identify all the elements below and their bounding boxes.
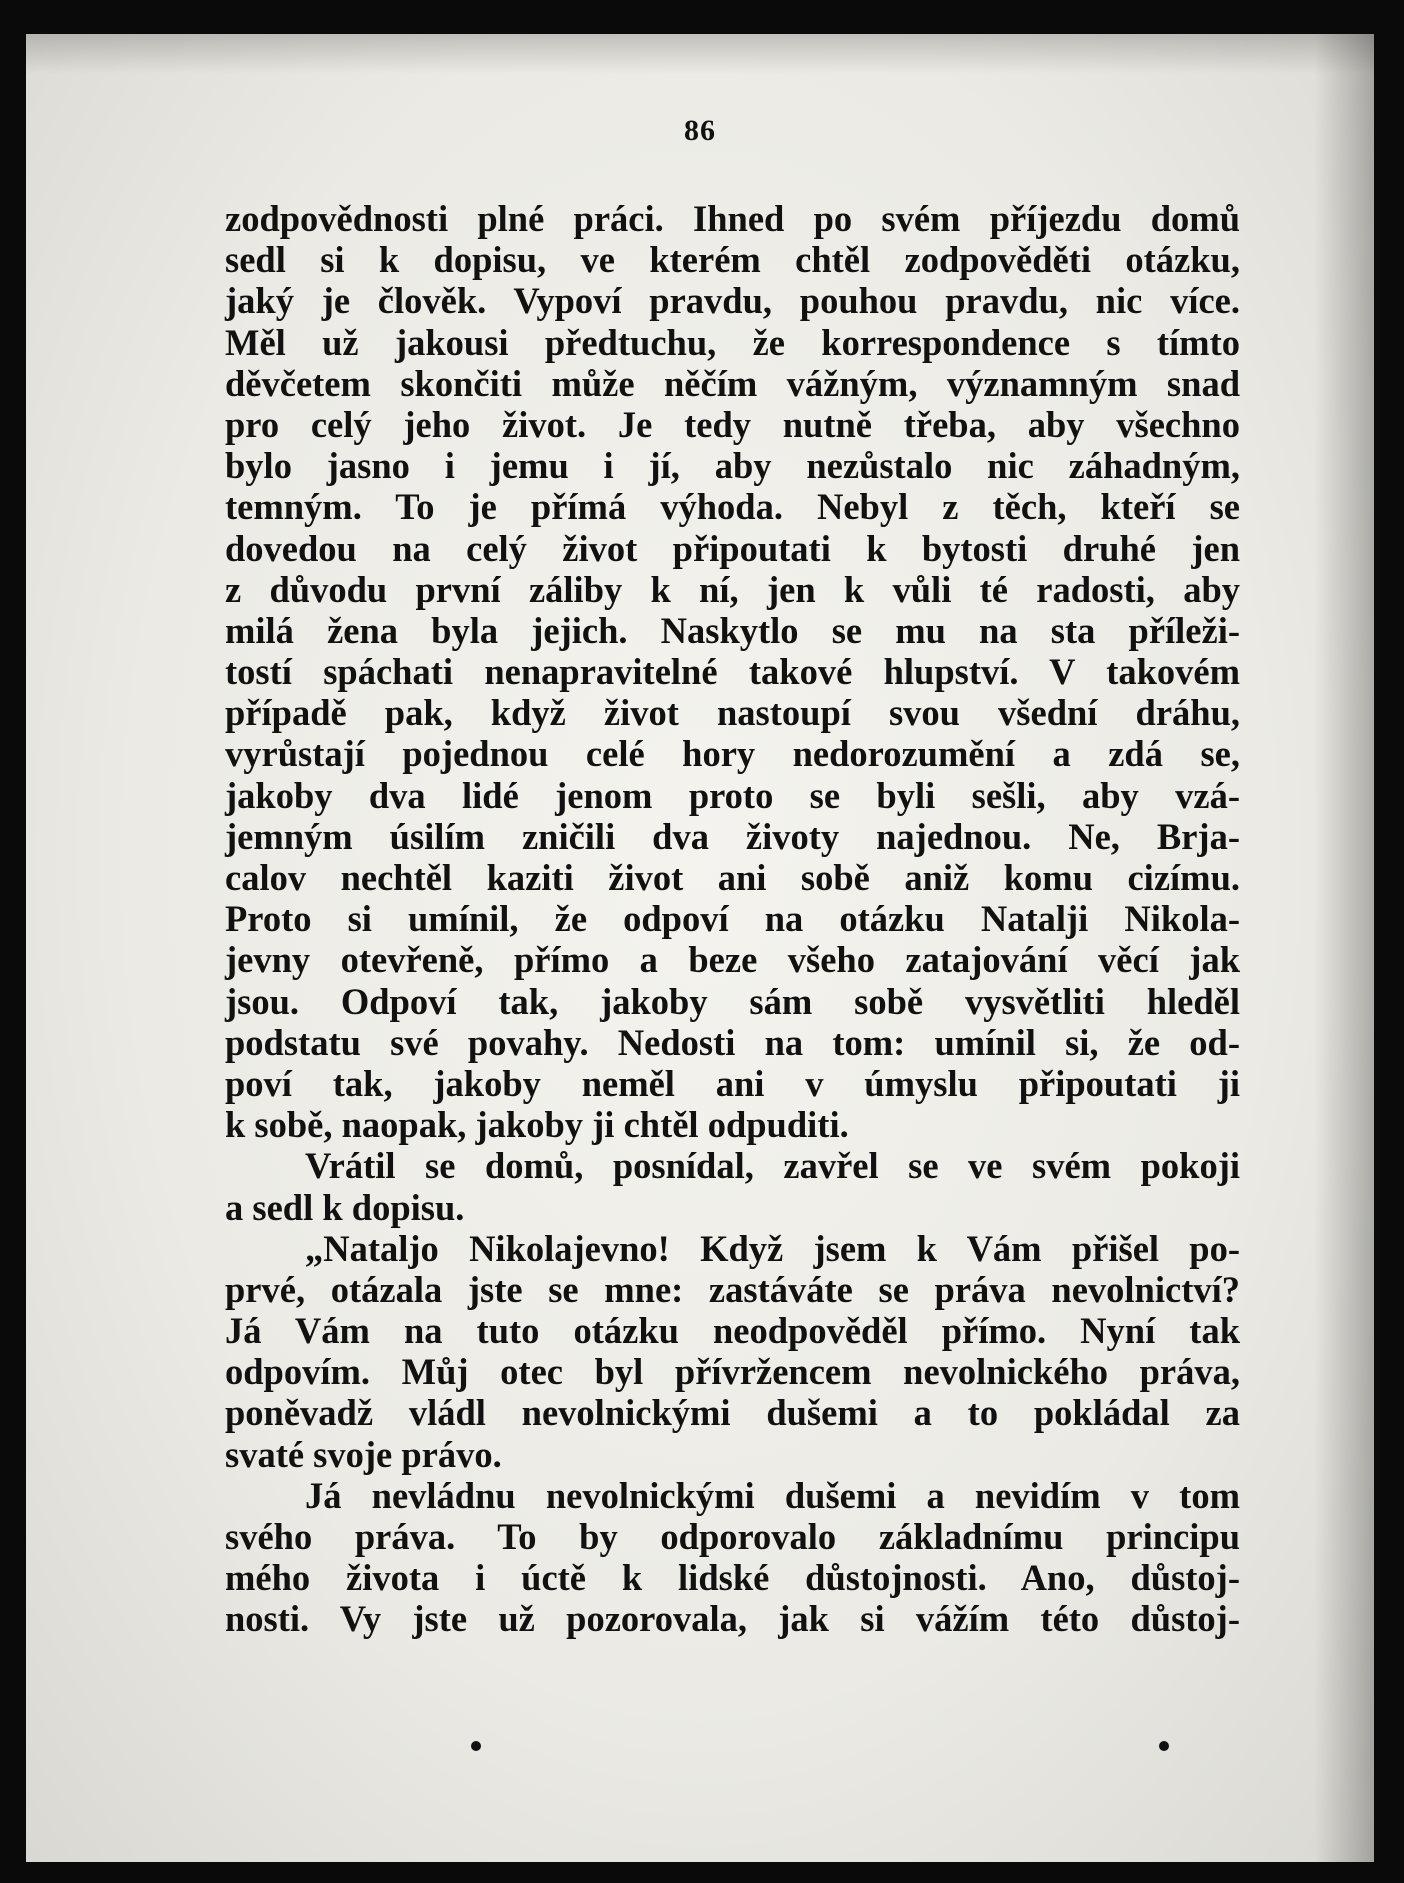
- body-text: [225, 198, 1240, 1640]
- speck-right: [1159, 1741, 1169, 1751]
- page-right-shadow: [1314, 34, 1374, 1862]
- text-line: calov nechtěl kaziti život ani sobě aniž komu cizímu.: [225, 857, 1240, 898]
- text-line: jsou. Odpoví tak, jakoby sám sobě vysvětliti hleděl: [225, 980, 1240, 1022]
- text-line: podstatu své povahy. Nedosti na tom: umínil si, že od-: [225, 1021, 1240, 1063]
- text-line: svaté svoje právo.: [225, 1433, 502, 1475]
- text-line: bylo jasno i jemu i jí, aby nezůstalo nic záhadným,: [225, 445, 1240, 487]
- text-line: jaký je člověk. Vypoví pravdu, pouhou pravdu, nic více.: [225, 280, 1240, 322]
- text-line: děvčetem skončiti může něčím vážným, významným snad: [225, 362, 1240, 404]
- text-line: prvé, otázala jste se mne: zastáváte se práva nevolnictví?: [225, 1268, 1240, 1310]
- text-line: dovedou na celý život připoutati k bytosti druhé jen: [225, 527, 1240, 569]
- text-line: Vrátil se domů, posnídal, zavřel se ve svém pokoji: [305, 1145, 1240, 1187]
- text-line: milá žena byla jejich. Naskytlo se mu na sta příleži-: [225, 609, 1240, 651]
- text-line: tostí spáchati nenapravitelné takové hlupství. V takovém: [225, 651, 1240, 693]
- text-line: poněvadž vládl nevolnickými dušemi a to pokládal za: [225, 1392, 1240, 1434]
- text-line: a sedl k dopisu.: [225, 1186, 465, 1228]
- page-number: 86: [684, 114, 716, 147]
- text-line: k sobě, naopak, jakoby ji chtěl odpuditi.: [225, 1104, 849, 1146]
- text-line: Měl už jakousi předtuchu, že korrespondence s tímto: [225, 321, 1240, 363]
- text-line: poví tak, jakoby neměl ani v úmyslu připoutati ji: [225, 1062, 1240, 1104]
- text-line: jevny otevřeně, přímo a beze všeho zatajování věcí jak: [225, 939, 1240, 981]
- text-line: odpovím. Můj otec byl přívržencem nevolnického práva,: [225, 1351, 1240, 1393]
- text-line: Já nevládnu nevolnickými dušemi a nevidím v tom: [305, 1474, 1240, 1516]
- text-line: „Nataljo Nikolajevno! Když jsem k Vám přišel po-: [305, 1227, 1240, 1269]
- page-top-shadow: [26, 34, 1374, 74]
- book-page: [26, 34, 1374, 1862]
- text-line: z důvodu první záliby k ní, jen k vůli té radosti, aby: [225, 568, 1240, 610]
- text-line: případě pak, když život nastoupí svou všední dráhu,: [225, 692, 1240, 734]
- text-line: jakoby dva lidé jenom proto se byli sešli, aby vzá-: [225, 774, 1240, 816]
- text-line: Já Vám na tuto otázku neodpověděl přímo. Nyní tak: [225, 1310, 1240, 1352]
- text-line: zodpovědnosti plné práci. Ihned po svém příjezdu domů: [225, 198, 1240, 239]
- text-line: pro celý jeho život. Je tedy nutně třeba, aby všechno: [225, 403, 1240, 445]
- text-line: jemným úsilím zničili dva životy najednou. Ne, Brja-: [225, 815, 1240, 857]
- text-line: nosti. Vy jste už pozorovala, jak si vážím této důstoj-: [225, 1598, 1240, 1640]
- speck-left: [471, 1741, 481, 1751]
- text-line: Proto si umínil, že odpoví na otázku Natalji Nikola-: [225, 898, 1240, 940]
- text-line: temným. To je přímá výhoda. Nebyl z těch, kteří se: [225, 486, 1240, 528]
- text-line: svého práva. To by odporovalo základnímu principu: [225, 1516, 1240, 1557]
- text-line: sedl si k dopisu, ve kterém chtěl zodpověděti otázku,: [225, 239, 1240, 281]
- text-line: mého života i úctě k lidské důstojnosti. Ano, důstoj-: [225, 1557, 1240, 1599]
- text-line: vyrůstají pojednou celé hory nedorozumění a zdá se,: [225, 733, 1240, 775]
